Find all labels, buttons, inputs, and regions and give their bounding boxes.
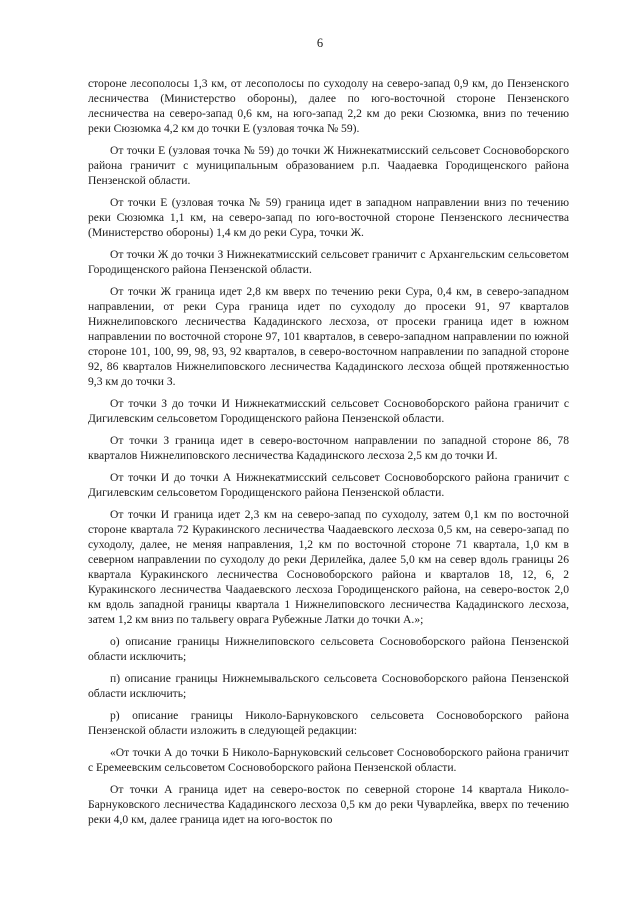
paragraph: о) описание границы Нижнелиповского сельсовета Сосновоборского района Пензенской области исключить;: [88, 635, 569, 663]
paragraph: От точки Е (узловая точка № 59) до точки Ж Нижнекатмисский сельсовет Сосновоборского района граничит с муниципальным образованием р.п. Чаадаевка Городищенского района Пензенской области.: [88, 144, 569, 187]
paragraph: От точки И до точки А Нижнекатмисский сельсовет Сосновоборского района граничит с Дигилевским сельсоветом Городищенского района Пензенской области.: [88, 471, 569, 499]
page-number: 6: [316, 36, 324, 50]
paragraph: От точки Е (узловая точка № 59) граница идет в западном направлении вниз по течению реки Сюзюмка 1,1 км, на северо-запад по юго-восточной стороне Пензенского лесничества (Министерство обороны) 1,4 км до реки Сура, точки Ж.: [88, 196, 569, 239]
paragraph: От точки А граница идет на северо-восток по северной стороне 14 квартала Николо-Барнуковского лесничества Кададинского лесхоза 0,5 км до реки Чуварлейка, вверх по течению реки 4,0 км, далее граница идет на юго-восток по: [88, 783, 569, 826]
paragraph: р) описание границы Николо-Барнуковского сельсовета Сосновоборского района Пензенской области изложить в следующей редакции:: [88, 709, 569, 737]
paragraph: От точки З до точки И Нижнекатмисский сельсовет Сосновоборского района граничит с Дигилевским сельсоветом Городищенского района Пензенской области.: [88, 397, 569, 425]
paragraph: стороне лесополосы 1,3 км, от лесополосы по суходолу на северо-запад 0,9 км, до Пензенского лесничества (Министерство обороны), далее по юго-восточной стороне Пензенского лесничества на северо-запад 0,6 км, на юго-запад 2,2 км до реки Сюзюмка, вниз по течению реки Сюзюмка 4,2 км до точки Е (узловая точка № 59).: [88, 77, 569, 135]
paragraph: От точки Ж до точки З Нижнекатмисский сельсовет граничит с Архангельским сельсоветом Городищенского района Пензенской области.: [88, 248, 569, 276]
paragraph: «От точки А до точки Б Николо-Барнуковский сельсовет Сосновоборского района граничит с Еремеевским сельсоветом Сосновоборского района Пензенской области.: [88, 746, 569, 774]
paragraph: От точки З граница идет в северо-восточном направлении по западной стороне 86, 78 кварталов Нижнелиповского лесничества Кададинского лесхоза 2,5 км до точки И.: [88, 434, 569, 462]
document-body: [88, 76, 569, 834]
paragraph: От точки И граница идет 2,3 км на северо-запад по суходолу, затем 0,1 км по восточной стороне квартала 72 Куракинского лесничества Чаадаевского лесхоза 0,5 км, на северо-запад по суходолу, далее, не меняя направления, 1,2 км по восточной стороне 71 квартала, 1,0 км в северном направлении по суходолу до реки Дерилейка, далее 5,0 км на север вдоль границы 26 квартала Куракинского лесничества Сосновоборского района и кварталов 18, 12, 6, 2 Куракинского лесничества Чаадаевского лесхоза Городищенского района, на северо-восток 2,0 км вдоль западной границы квартала 1 Нижнелиповского лесничества Кададинского лесхоза, затем 1,2 км вниз по тальвегу оврага Рубежные Латки до точки А.»;: [88, 508, 569, 626]
paragraph: п) описание границы Нижнемывальского сельсовета Сосновоборского района Пензенской области исключить;: [88, 672, 569, 700]
paragraph: От точки Ж граница идет 2,8 км вверх по течению реки Сура, 0,4 км, в северо-западном направлении, от реки Сура граница идет по суходолу до просеки 91, 97 кварталов Нижнелиповского лесничества Кададинского лесхоза, от просеки граница идет в южном направлении по восточной стороне 97, 101 кварталов, в северо-западном направлении по южной стороне 101, 100, 99, 98, 93, 92 кварталов, в северо-восточном направлении по западной стороне 92, 86 кварталов Нижнелиповского лесничества Кададинского лесхоза общей протяженностью 9,3 км до точки З.: [88, 285, 569, 388]
